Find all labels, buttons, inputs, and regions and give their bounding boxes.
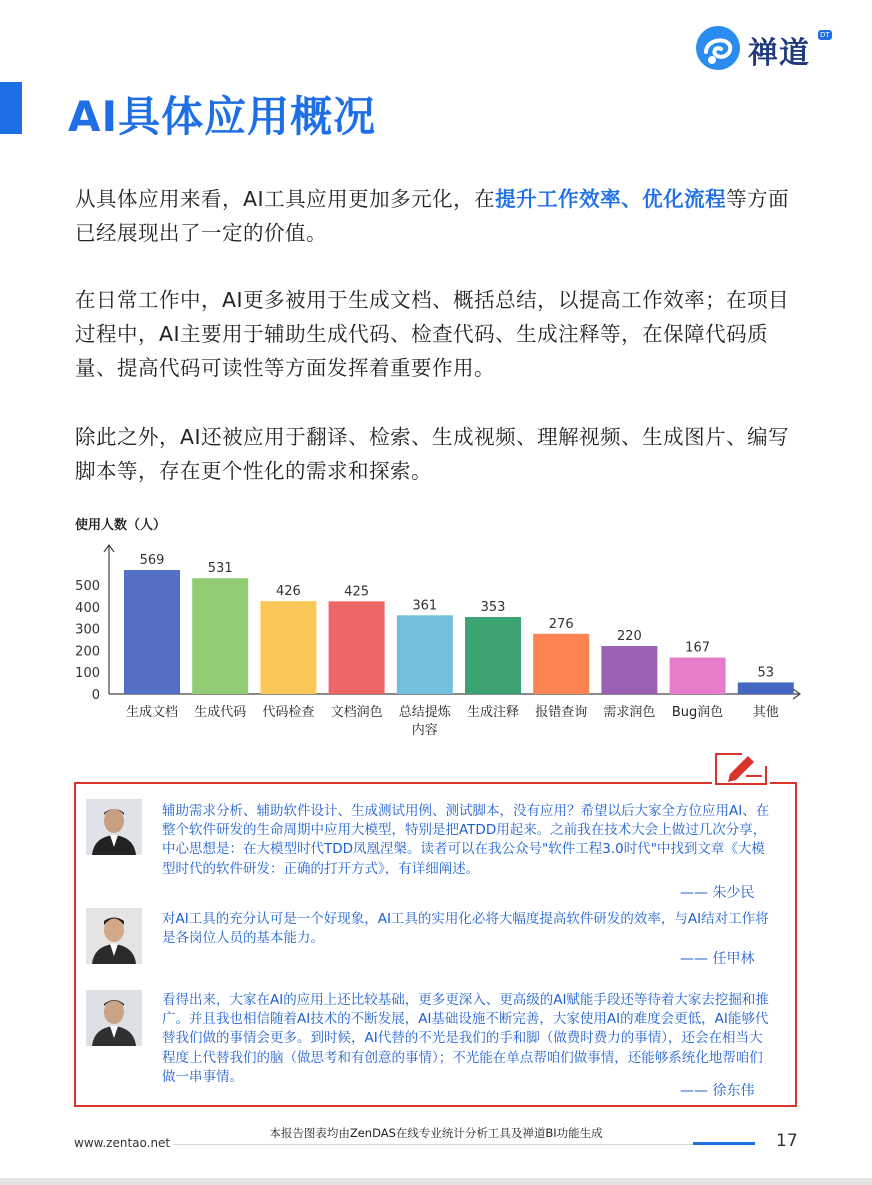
bar: [397, 615, 453, 694]
y-tick-label: 300: [75, 622, 100, 638]
x-tick-label: 其他: [752, 705, 779, 720]
bar-value-label: 426: [275, 584, 301, 600]
y-tick-label: 0: [91, 688, 100, 703]
quote-author: —— 朱少民: [680, 885, 755, 901]
x-tick-label: 生成代码: [194, 705, 247, 720]
usage-bar-chart: [0, 505, 872, 755]
x-tick-label: 生成文档: [125, 705, 179, 720]
avatar-ren-jialin: [86, 908, 142, 964]
page-title: AI具体应用概况: [68, 92, 377, 141]
footer-note: 本报告图表均由ZenDAS在线专业统计分析工具及禅道BI功能生成: [269, 1126, 603, 1140]
bar-value-label: 220: [616, 629, 642, 645]
bar: [124, 570, 180, 694]
other-use-paragraph: 除此之外，AI还被应用于翻译、检索、生成视频、理解视频、生成图片、编写脚本等，存在更个性化的需求和探索。: [75, 425, 790, 483]
bar-value-label: 353: [480, 600, 506, 616]
pen-edit-icon: [712, 748, 770, 788]
bar-value-label: 276: [548, 616, 574, 632]
chart-y-axis-label: 使用人数（人）: [75, 518, 167, 533]
quote-author: —— 徐东伟: [680, 1083, 755, 1099]
bar: [192, 578, 248, 694]
footer-url: www.zentao.net: [74, 1136, 171, 1150]
footer-divider: [173, 1144, 693, 1145]
intro-highlight: 提升工作效率、优化流程: [495, 187, 727, 211]
y-tick-label: 100: [75, 666, 100, 682]
bar: [260, 601, 316, 694]
avatar-zhu-shaomin: [86, 799, 142, 855]
x-tick-label: 需求润色: [603, 705, 656, 720]
x-tick-label: 总结提炼: [398, 705, 451, 720]
intro-paragraph: [75, 182, 805, 250]
logo-wordmark: 禅道: [748, 36, 810, 71]
x-tick-label: Bug润色: [671, 705, 724, 720]
quote-text: 看得出来，大家在AI的应用上还比较基础，更多更深入、更高级的AI赋能手段还等待着大家去挖掘和推广。并且我也相信随着AI技术的不断发展，AI基础设施不断完善，大家使用AI的难度会更低，AI能够代替我们做的事情会更多。到时候，AI代替的不光是我们的手和脚（做费时费力的事情），还会在相当大程度上代替我们的脑（做思考和有创意的事情）；不光能在单点帮咱们做事情，还能够系统化地帮咱们做一串事情。: [162, 992, 769, 1085]
logo-superscript: DT: [820, 31, 830, 39]
bar-value-label: 53: [757, 665, 775, 681]
pen-badge: [712, 748, 770, 788]
x-tick-label: 代码检查: [262, 705, 315, 720]
avatar-xu-dongwei: [86, 990, 142, 1046]
x-tick-label: 文档润色: [330, 705, 383, 720]
x-tick-label: 报错查询: [535, 705, 588, 720]
page-number: 17: [776, 1131, 798, 1151]
y-tick-label: 200: [75, 644, 100, 660]
page-bottom-strip: [0, 1178, 872, 1185]
quote-text: 辅助需求分析、辅助软件设计、生成测试用例、测试脚本，没有应用？希望以后大家全方位应用AI、在整个软件研发的生命周期中应用大模型，特别是把ATDD用起来。之前我在技术大会上做过几次分享，中心思想是：在大模型时代TDD凤凰涅槃。读者可以在我公众号"软件工程3.0时代"中找到文章《大模型时代的软件研发：正确的打开方式》，有详细阐述。: [162, 803, 770, 877]
bar: [670, 658, 726, 694]
bar-value-label: 569: [139, 552, 165, 568]
footer-accent: [693, 1142, 755, 1145]
intro-text-a: 从具体应用来看，AI工具应用更加多元化，在: [75, 187, 496, 211]
logo-swirl-icon: [692, 22, 744, 74]
bar: [601, 646, 657, 694]
quote-author: —— 任甲林: [680, 951, 755, 967]
y-tick-label: 500: [75, 579, 100, 594]
x-tick-label: 生成注释: [466, 705, 520, 720]
bar: [533, 634, 589, 694]
x-tick-label: 内容: [411, 723, 438, 738]
title-accent-bar: [0, 82, 22, 134]
y-tick-label: 400: [75, 600, 100, 616]
intro-text-b: 等方面已经展现出了一定的价值。: [75, 187, 790, 245]
bar: [329, 601, 385, 694]
bar-value-label: 167: [685, 640, 711, 656]
daily-use-paragraph: 在日常工作中，AI更多被用于生成文档、概括总结，以提高工作效率；在项目过程中，AI主要用于辅助生成代码、检查代码、生成注释等，在保障代码质量、提高代码可读性等方面发挥着重要作用。: [75, 288, 790, 380]
quote-text: 对AI工具的充分认可是一个好现象，AI工具的实用化必将大幅度提高软件研发的效率，与AI结对工作将是各岗位人员的基本能力。: [162, 911, 769, 947]
bar-value-label: 361: [412, 598, 438, 614]
bar: [738, 682, 794, 694]
bar-value-label: 425: [344, 584, 370, 600]
bar: [465, 617, 521, 694]
zentao-logo: [692, 22, 842, 74]
bar-value-label: 531: [207, 561, 233, 577]
